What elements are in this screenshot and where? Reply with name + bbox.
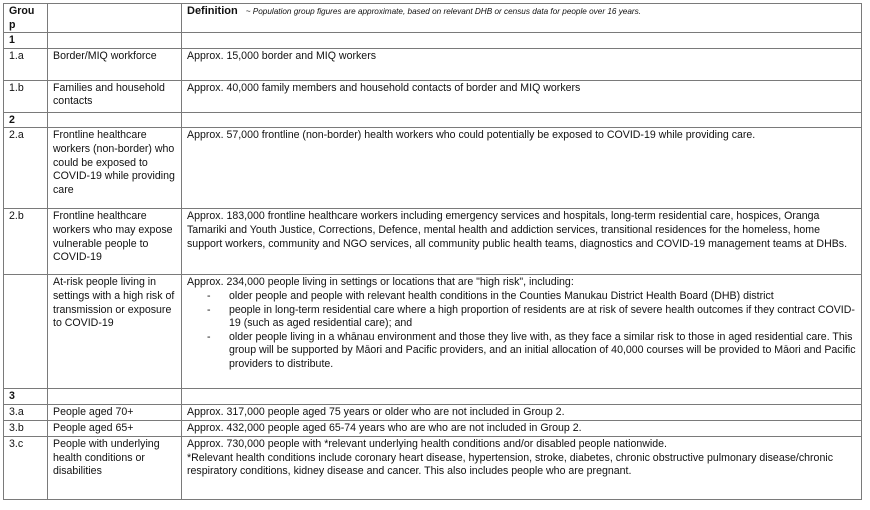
group-definition: Approx. 432,000 people aged 65-74 years who are who are not included in Group 2.	[182, 420, 862, 436]
group-definition: Approx. 317,000 people aged 75 years or older who are not included in Group 2.	[182, 404, 862, 420]
high-risk-list	[187, 290, 857, 372]
table-row	[4, 275, 862, 389]
group-definition: Approx. 40,000 family members and household contacts of border and MIQ workers	[182, 80, 862, 112]
table-row	[4, 48, 862, 80]
group-definition	[182, 275, 862, 389]
group-code: 3.b	[4, 420, 48, 436]
group-name: People with underlying health conditions or disabilities	[48, 436, 182, 499]
table-row	[4, 80, 862, 112]
health-conditions-footnote: *Relevant health conditions include coronary heart disease, hypertension, stroke, diabetes, chronic obstructive pulmonary disease/chronic respiratory conditions, kidney disease and cancer. This also includes people who are pregnant.	[187, 451, 833, 478]
section-row-3	[4, 389, 862, 405]
definition-column-header	[182, 4, 862, 33]
group-name: People aged 70+	[48, 404, 182, 420]
population-note: ~ Population group figures are approximate, based on relevant DHB or census data for people over 16 years.	[245, 7, 642, 16]
group-definition: Approx. 57,000 frontline (non-border) health workers who could potentially be exposed to COVID-19 while providing care.	[182, 128, 862, 209]
group-code	[4, 275, 48, 389]
table-row	[4, 209, 862, 275]
list-item: - older people and people with relevant health conditions in the Counties Manukau District Health Board (DHB) district	[207, 289, 774, 302]
group-code: 2.a	[4, 128, 48, 209]
priority-groups-table	[3, 3, 862, 500]
table-row	[4, 420, 862, 436]
group-code: 3.c	[4, 436, 48, 499]
definition-heading: Definition	[187, 5, 238, 17]
group-definition	[182, 436, 862, 499]
definition-intro: Approx. 234,000 people living in settings or locations that are "high risk", including:	[187, 276, 574, 289]
section-row-2	[4, 112, 862, 128]
section-number: 2	[4, 112, 48, 128]
header-row	[4, 4, 862, 33]
group-column-header: Grou p	[4, 4, 48, 33]
group-name: Families and household contacts	[48, 80, 182, 112]
section-row-1	[4, 33, 862, 49]
name-column-header	[48, 4, 182, 33]
group-code: 1.b	[4, 80, 48, 112]
group-name: At-risk people living in settings with a high risk of transmission or exposure to COVID-19	[48, 275, 182, 389]
section-number: 3	[4, 389, 48, 405]
group-definition: Approx. 183,000 frontline healthcare workers including emergency services and hospitals, long-term residential care, hospices, Oranga Tamariki and Youth Justice, Corrections, Defence, mental health and addiction services, transitional residences for the homeless, home support workers, community and NGO services, all community public health teams, diagnostics and COVID-19 management teams at DHBs.	[182, 209, 862, 275]
definition-intro: Approx. 730,000 people with *relevant underlying health conditions and/or disabled people nationwide.	[187, 437, 667, 450]
list-item: - people in long-term residential care where a high proportion of residents are at risk of severe health outcomes if they contract COVID-19 (such as aged residential care); and	[207, 303, 855, 330]
group-name: Frontline healthcare workers who may expose vulnerable people to COVID-19	[48, 209, 182, 275]
table-row	[4, 128, 862, 209]
group-name: Frontline healthcare workers (non-border) who could be exposed to COVID-19 while providing care	[48, 128, 182, 209]
list-item: - older people living in a whānau environment and those they live with, as they face a similar risk to those in aged residential care. This group will be supported by Māori and Pacific providers, and an initial allocation of 40,000 courses will be provided to Māori and Pacific providers to distribute.	[207, 330, 856, 370]
section-number: 1	[4, 33, 48, 49]
group-name: People aged 65+	[48, 420, 182, 436]
group-definition: Approx. 15,000 border and MIQ workers	[182, 48, 862, 80]
group-code: 2.b	[4, 209, 48, 275]
table-row	[4, 436, 862, 499]
group-code: 1.a	[4, 48, 48, 80]
group-name: Border/MIQ workforce	[48, 48, 182, 80]
table-row	[4, 404, 862, 420]
group-code: 3.a	[4, 404, 48, 420]
